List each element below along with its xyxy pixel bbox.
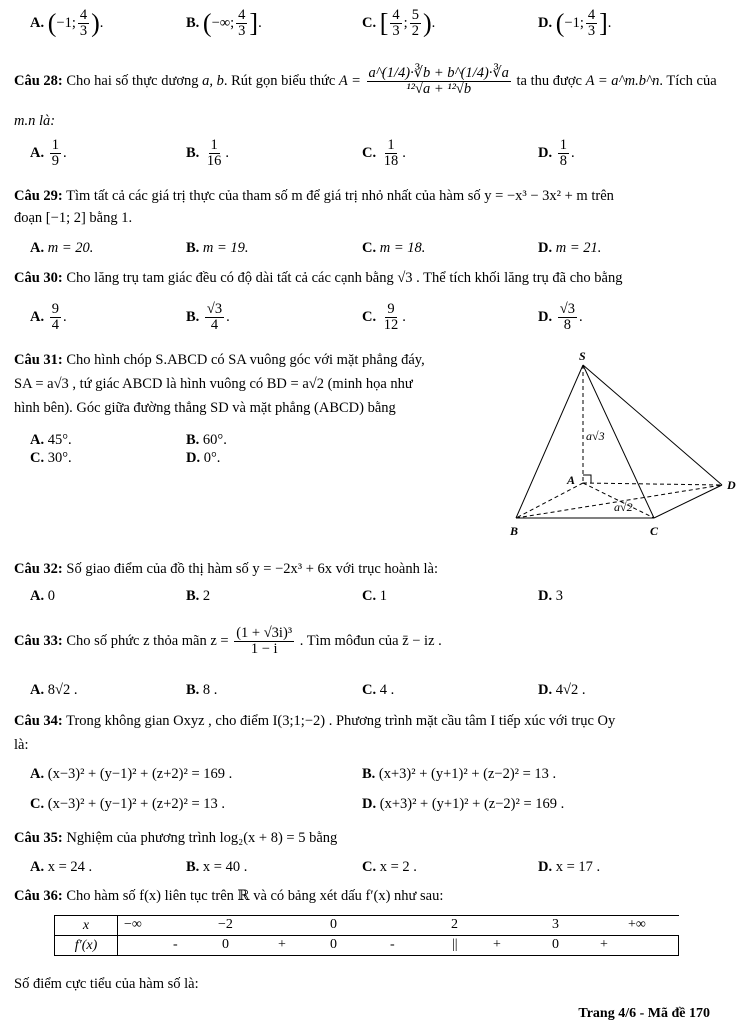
- sign-table-row-x: [55, 916, 679, 936]
- q27-option-c: C. [ $\frac{4}{3}$ ; $\frac{5}{2}$ ).: [362, 7, 436, 40]
- q28-fraction: $\frac{a\^{}(1/4)\cdot∛b + b\^{}(1/4)\cdot∛a}{\text{¹²√a + ¹²√b}}$: [368, 65, 509, 98]
- x-neg-inf: −∞: [124, 917, 142, 932]
- q34-option-a: A. (x−3)² + (y−1)² + (z+2)² = 169 .: [30, 766, 233, 782]
- sign-1: -: [173, 937, 178, 952]
- q35-option-d: D. x = 17 .: [538, 859, 601, 875]
- q34-line2: là:: [14, 737, 29, 753]
- sign-2: +: [278, 937, 286, 952]
- q27-option-d: D. (−1; $\frac{4}{3}$ ].: [538, 7, 612, 40]
- q30-option-c: C. $\frac{9}{12}$ .: [362, 301, 406, 334]
- q29-option-b: B. m = 19.: [186, 240, 249, 256]
- q27-option-a: A. (−1; $\frac{4}{3}$ ).: [30, 7, 104, 40]
- sign-table-row-fprime: [55, 936, 679, 956]
- q34-option-d: D. (x+3)² + (y+1)² + (z−2)² = 169 .: [362, 796, 565, 812]
- q31-option-c: C. 30°.: [30, 450, 72, 466]
- q35-option-a: A. x = 24 .: [30, 859, 93, 875]
- edge-ab: [516, 483, 583, 518]
- x-pos-inf: +∞: [628, 917, 646, 932]
- zero-2: 0: [330, 937, 337, 952]
- pyramid-figure: [500, 348, 750, 548]
- q35-option-b: B. x = 40 .: [186, 859, 248, 875]
- q31-option-a: A. 45°.: [30, 432, 72, 448]
- q32-option-a: A. 0: [30, 588, 55, 604]
- sign-4: +: [493, 937, 501, 952]
- q33-fraction: $\frac{\text{(1 + √3i)³}}{1 - i}$: [236, 625, 293, 658]
- q29-option-a: A. m = 20.: [30, 240, 94, 256]
- q31-option-d: D. 0°.: [186, 450, 221, 466]
- right-angle-mark: [583, 475, 591, 483]
- vertex-c: C: [650, 524, 659, 538]
- x-minus-2: −2: [218, 917, 233, 932]
- q30-stem: Câu 30: Cho lăng trụ tam giác đều có độ dài tất cả các cạnh bằng √3 . Thể tích khối lăng trụ đã cho bằng: [14, 270, 623, 286]
- edge-sd: [583, 365, 722, 485]
- sign-3: -: [390, 937, 395, 952]
- q33-option-d: D. 4√2 .: [538, 682, 586, 698]
- q29-option-c: C. m = 18.: [362, 240, 426, 256]
- label-bd: a√2: [614, 500, 633, 514]
- x-3: 3: [552, 917, 559, 932]
- q28-option-c: C. $\frac{1}{18}$ .: [362, 137, 406, 170]
- q28-line2: m.n là:: [14, 113, 56, 129]
- q29-line2: đoạn [−1; 2] bằng 1.: [14, 210, 133, 226]
- zero-3: 0: [552, 937, 559, 952]
- q34-option-c: C. (x−3)² + (y−1)² + (z+2)² = 13 .: [30, 796, 225, 812]
- q35-option-c: C. x = 2 .: [362, 859, 417, 875]
- q30-option-d: D. $\frac{√3}{8}$ .: [538, 301, 583, 334]
- q30-option-b: B. $\frac{√3}{4}$ .: [186, 301, 230, 334]
- q34-stem: Câu 34: Trong không gian Oxyz , cho điểm I(3;1;−2) . Phương trình mặt cầu tâm I tiếp xúc với trục Oy: [14, 713, 616, 729]
- edge-ad: [583, 483, 722, 485]
- q29-option-d: D. m = 21.: [538, 240, 602, 256]
- q33-option-a: A. 8√2 .: [30, 682, 78, 698]
- q32-option-c: C. 1: [362, 588, 387, 604]
- q28-option-a: A. $\frac{1}{9}$ .: [30, 137, 67, 170]
- q31-line2: SA = a√3 , tứ giác ABCD là hình vuông có BD = a√2 (minh họa như: [14, 376, 413, 392]
- edge-sb: [516, 365, 583, 518]
- vertex-s: S: [579, 349, 586, 363]
- zero-1: 0: [222, 937, 229, 952]
- q28-option-d: D. $\frac{1}{8}$ .: [538, 137, 575, 170]
- q28-label: Câu 28:: [14, 73, 63, 90]
- q32-option-d: D. 3: [538, 588, 563, 604]
- q27-option-b: B. (−∞; $\frac{4}{3}$ ].: [186, 7, 262, 40]
- q36-question: Số điểm cực tiểu của hàm số là:: [14, 976, 199, 992]
- sign-table-head-fprime: f′(x): [55, 936, 118, 956]
- q31-option-b: B. 60°.: [186, 432, 227, 448]
- page-footer: Trang 4/6 - Mã đề 170: [578, 1006, 710, 1021]
- q31-line1: Câu 31: Cho hình chóp S.ABCD có SA vuông góc với mặt phẳng đáy,: [14, 352, 425, 368]
- q32-option-b: B. 2: [186, 588, 211, 604]
- sign-table: [54, 915, 679, 956]
- q28-stem: Câu 28: Cho hai số thực dương a, b. Rút gọn biểu thức A = $\frac{a\^{}(1/4)\cdot∛b + b\^{}(1/4)\cdot∛a}{\text{¹²√a + ¹²√b}}$ ta thu được A = a^m.b^n. Tích của: [14, 65, 717, 98]
- q33-option-c: C. 4 .: [362, 682, 395, 698]
- sign-table-head-x: x: [55, 916, 118, 936]
- label-sa: a√3: [586, 429, 605, 443]
- x-0: 0: [330, 917, 337, 932]
- q29-stem: Câu 29: Tìm tất cả các giá trị thực của tham số m để giá trị nhỏ nhất của hàm số y = −x³ − 3x² + m trên: [14, 188, 614, 204]
- edge-cd: [654, 485, 722, 518]
- q28-option-b: B. $\frac{1}{16}$ .: [186, 137, 230, 170]
- q31-line3: hình bên). Góc giữa đường thẳng SD và mặt phẳng (ABCD) bằng: [14, 400, 396, 416]
- x-2: 2: [451, 917, 458, 932]
- q33-option-b: B. 8 .: [186, 682, 218, 698]
- sign-5: +: [600, 937, 608, 952]
- q36-stem: Câu 36: Cho hàm số f(x) liên tục trên ℝ và có bảng xét dấu f′(x) như sau:: [14, 888, 444, 904]
- q34-option-b: B. (x+3)² + (y+1)² + (z−2)² = 13 .: [362, 766, 557, 782]
- q32-stem: Câu 32: Số giao điểm của đồ thị hàm số y = −2x³ + 6x với trục hoành là:: [14, 561, 438, 577]
- undefined-mark: ||: [452, 937, 458, 952]
- vertex-b: B: [510, 524, 519, 538]
- q33-stem: Câu 33: Cho số phức z thỏa mãn z = $\frac{\text{(1 + √3i)³}}{1 - i}$ . Tìm môđun của z̄ − iz .: [14, 625, 442, 658]
- vertex-d: D: [727, 478, 736, 492]
- vertex-a: A: [567, 473, 576, 487]
- q30-option-a: A. $\frac{9}{4}$ .: [30, 301, 67, 334]
- q35-stem: Câu 35: Nghiệm của phương trình log₂(x + 8) = 5 bằng: [14, 830, 338, 846]
